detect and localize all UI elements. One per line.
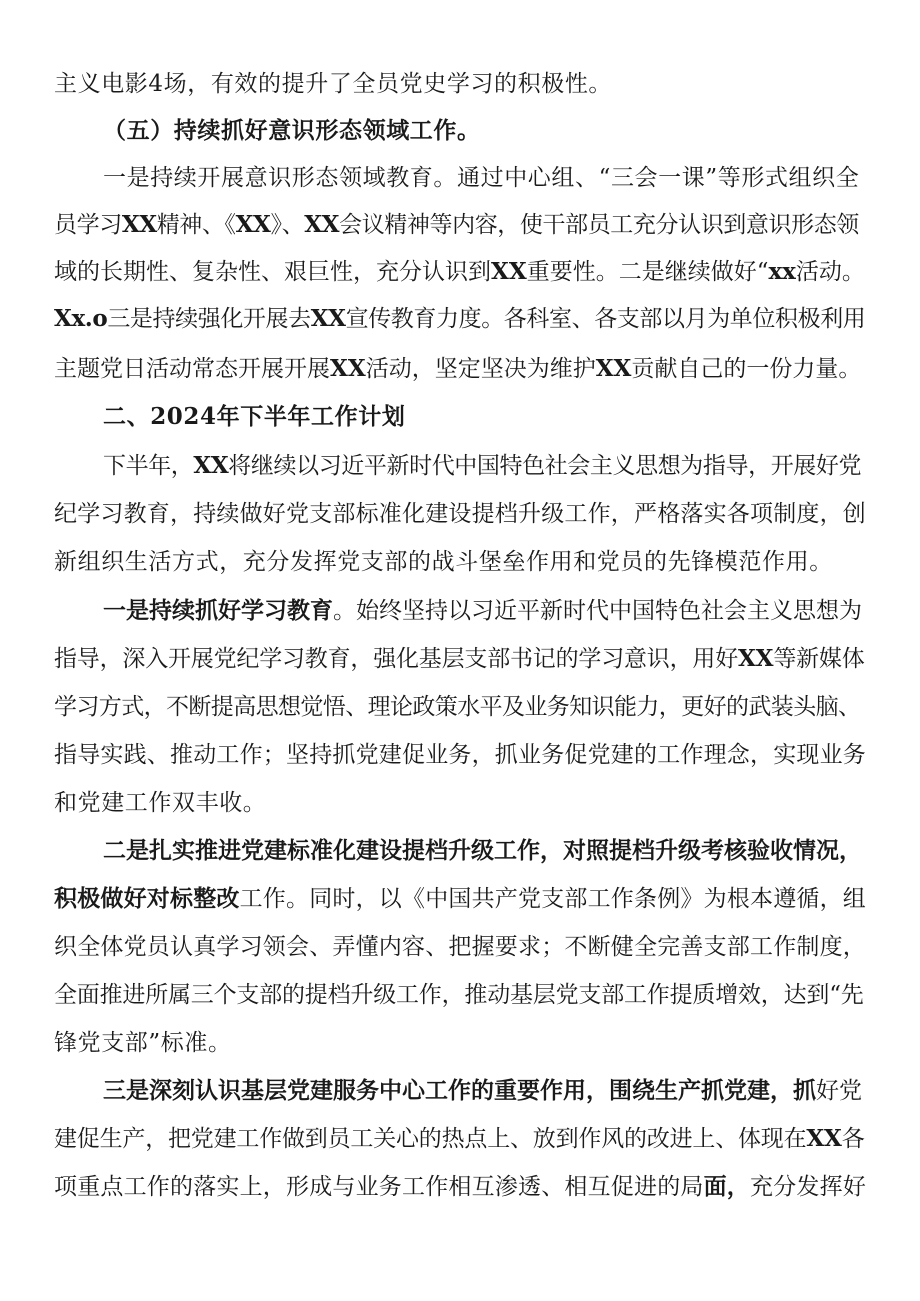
- bold-text: Xx.o: [54, 305, 108, 332]
- text-run: 主题党日活动常态开展开展: [54, 356, 330, 382]
- paragraph-line: [103, 596, 862, 626]
- paragraph-line: [54, 740, 866, 770]
- section-heading: [103, 116, 481, 146]
- paragraph-line: [54, 1172, 866, 1202]
- text-run: 》、: [270, 212, 305, 238]
- text-run: 宣传教育力度。各科室、各支部以月为单位积极利用: [345, 306, 866, 332]
- text-run: 织全体党员认真学习领会、弄懂内容、把握要求；不断健全完善支部工作制度，: [54, 934, 866, 960]
- text-run: 学习方式，不断提高思想觉悟、理论政策水平及业务知识能力，更好的武装头脑、: [54, 694, 861, 720]
- bold-text: XX: [193, 452, 229, 479]
- text-run: 重要性。二是继续做好“: [526, 259, 769, 285]
- text-run: 项重点工作的落实上，形成与业务工作相互渗透、相互促进的局: [54, 1174, 704, 1200]
- text-run: 将继续以习近平新时代中国特色社会主义思想为指导，开展好党: [228, 453, 862, 479]
- bold-text: 三是深刻认识基层党建服务中心工作的重要作用，围绕生产抓党建，抓: [103, 1077, 816, 1104]
- bold-text: 二是扎实推进党建标准化建设提档升级工作，对照提档升级考核验收情况，: [103, 837, 862, 864]
- text-run: 等新媒体: [773, 646, 865, 672]
- bold-text: xx: [768, 258, 796, 285]
- bold-text: 面，: [703, 1173, 751, 1200]
- bold-text: XX: [121, 211, 157, 238]
- paragraph-line: [54, 980, 864, 1010]
- bold-text: （五）持续抓好意识形态领域工作。: [103, 117, 481, 144]
- text-run: 新组织生活方式，充分发挥党支部的战斗堡垒作用和党员的先锋模范作用。: [54, 549, 833, 575]
- text-run: 会议精神等内容，使干部员工充分认识到意识形态领: [339, 212, 859, 238]
- paragraph-line: [54, 788, 266, 818]
- paragraph-line: [54, 210, 859, 240]
- paragraph-line: [54, 69, 612, 99]
- text-run: 指导实践、推动工作；坚持抓党建促业务，抓业务促党建的工作理念，实现业务: [54, 742, 866, 768]
- text-run: 员学习: [54, 212, 122, 238]
- bold-text: 一是持续抓好学习教育: [103, 597, 333, 624]
- paragraph-line: [54, 644, 865, 674]
- text-run: 一是持续开展意识形态领域教育。通过中心组、“三会一课”等形式组织全: [103, 165, 860, 191]
- text-run: 。始终坚持以习近平新时代中国特色社会主义思想为: [333, 598, 862, 624]
- paragraph-line: [54, 1028, 232, 1058]
- paragraph-line: [54, 692, 860, 722]
- bold-text: XX: [330, 355, 366, 382]
- paragraph-line: [54, 932, 866, 962]
- bold-text: XX: [738, 645, 774, 672]
- text-run: 充分发挥好: [750, 1174, 867, 1200]
- text-run: 和党建工作双丰收。: [54, 790, 267, 816]
- text-run: 好党: [816, 1078, 862, 1104]
- bold-text: XX: [595, 355, 632, 382]
- text-run: 三是持续强化开展去: [107, 306, 311, 332]
- text-run: 活动，坚定坚决为维护: [365, 356, 596, 382]
- text-run: 各: [841, 1126, 865, 1152]
- paragraph-line: [103, 163, 859, 193]
- paragraph-line: [54, 257, 865, 287]
- bold-text: XX: [310, 305, 346, 332]
- section-heading: [103, 402, 405, 432]
- paragraph-line: [103, 836, 862, 866]
- text-run: 主义电影4场，有效的提升了全员党史学习的积极性。: [54, 71, 613, 97]
- text-run: 指导，深入开展党纪学习教育，强化基层支部书记的学习意识，用好: [54, 646, 739, 672]
- text-run: 下半年，: [103, 453, 194, 479]
- paragraph-line: [103, 451, 861, 481]
- text-run: 贡献自己的一份力量。: [631, 356, 862, 382]
- text-run: 纪学习教育，持续做好党支部标准化建设提档升级工作，严格落实各项制度，创: [54, 501, 866, 527]
- bold-text: XX: [491, 258, 527, 285]
- bold-text: 二、2024年下半年工作计划: [103, 403, 406, 430]
- bold-text: XX: [235, 211, 271, 238]
- text-run: 活动。: [795, 259, 865, 285]
- paragraph-line: [54, 547, 833, 577]
- text-run: 域的长期性、复杂性、艰巨性，充分认识到: [54, 259, 491, 285]
- paragraph-line: [54, 304, 865, 334]
- paragraph-line: [54, 499, 866, 529]
- paragraph-line: [54, 354, 861, 384]
- text-run: 全面推进所属三个支部的提档升级工作，推动基层党支部工作提质增效，达到“先: [54, 982, 864, 1008]
- text-run: 锋党支部”标准。: [54, 1030, 232, 1056]
- bold-text: XX: [806, 1125, 842, 1152]
- paragraph-line: [103, 1076, 862, 1106]
- paragraph-line: [54, 884, 866, 914]
- text-run: 精神、《: [156, 212, 236, 238]
- bold-text: XX: [304, 211, 340, 238]
- paragraph-line: [54, 1124, 865, 1154]
- text-run: 工作。同时，以《中国共产党支部工作条例》为根本遵循，组: [239, 886, 867, 912]
- text-run: 建促生产，把党建工作做到员工关心的热点上、放到作风的改进上、体现在: [54, 1126, 807, 1152]
- bold-text: 积极做好对标整改: [54, 885, 240, 912]
